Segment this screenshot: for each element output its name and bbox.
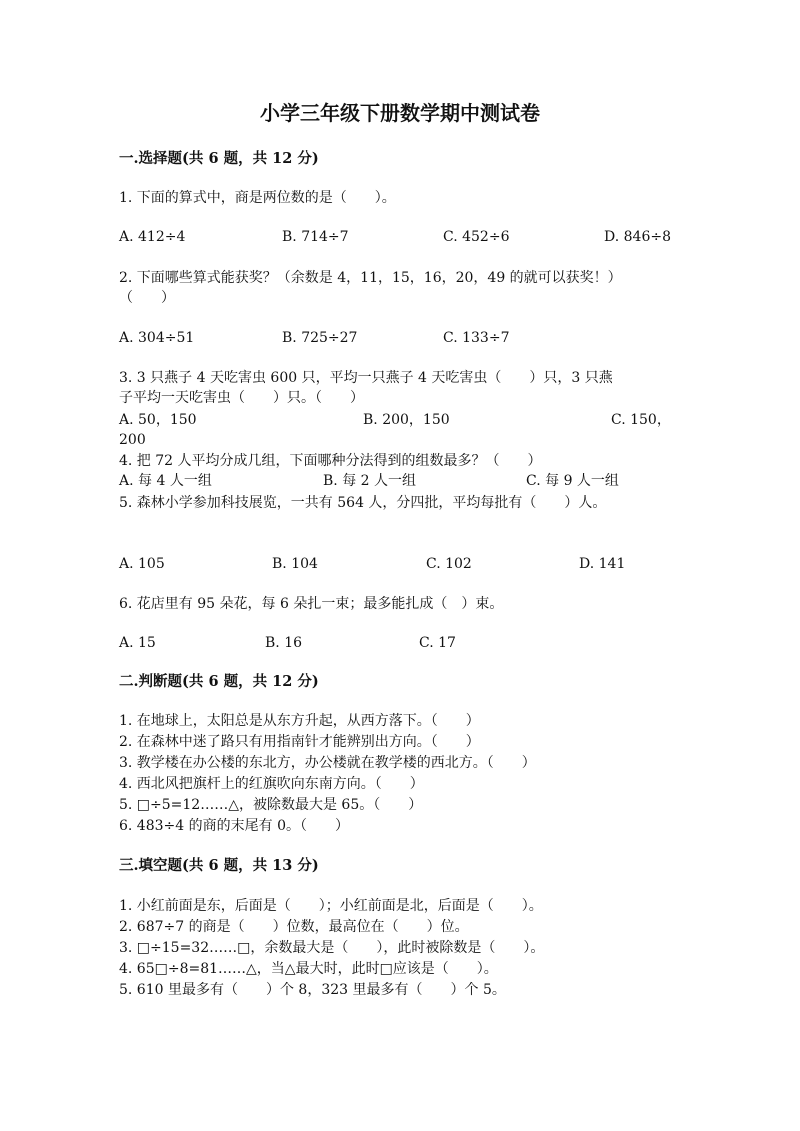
option-b: B. 16: [265, 635, 303, 651]
judgement-item: 3. 教学楼在办公楼的东北方，办公楼就在教学楼的西北方。（ ）: [119, 755, 536, 771]
judgement-item: 5. □÷5=12……△，被除数最大是 65。（ ）: [119, 797, 423, 813]
option-b: B. 每 2 人一组: [323, 473, 416, 489]
section-heading-choice: 一.选择题(共 6 题，共 12 分): [119, 150, 319, 167]
option-a: A. 15: [119, 635, 156, 651]
option-b: B. 725÷27: [282, 330, 358, 346]
option-a: A. 412÷4: [119, 229, 186, 245]
option-a: A. 105: [119, 556, 165, 572]
question-1: 1. 下面的算式中，商是两位数的是（ ）。: [119, 190, 396, 206]
fill-item: 3. □÷15=32……□，余数最大是（ ），此时被除数是（ ）。: [119, 940, 545, 956]
question-4: 4. 把 72 人平均分成几组，下面哪种分法得到的组数最多？（ ）: [119, 453, 542, 469]
judgement-item: 1. 在地球上，太阳总是从东方升起，从西方落下。（ ）: [119, 713, 480, 729]
option-a: A. 50，150: [119, 412, 197, 428]
judgement-item: 6. 483÷4 的商的末尾有 0。（ ）: [119, 818, 349, 834]
option-a: A. 304÷51: [119, 330, 195, 346]
question-2-line-2: （ ）: [119, 290, 175, 306]
option-d: D. 141: [579, 556, 626, 572]
fill-item: 1. 小红前面是东，后面是（ ）；小红前面是北，后面是（ ）。: [119, 898, 543, 914]
question-3-line-1: 3. 3 只燕子 4 天吃害虫 600 只，平均一只燕子 4 天吃害虫（ ）只，3 只燕: [119, 370, 613, 386]
judgement-item: 2. 在森林中迷了路只有用指南针才能辨别出方向。（ ）: [119, 734, 480, 750]
question-5: 5. 森林小学参加科技展览，一共有 564 人，分四批，平均每批有（ ）人。: [119, 495, 607, 511]
question-6: 6. 花店里有 95 朵花，每 6 朵扎一束；最多能扎成（ ）束。: [119, 596, 504, 612]
option-c-wrap: 200: [119, 432, 146, 448]
section-heading-fill-in: 三.填空题(共 6 题，共 13 分): [119, 857, 319, 874]
page-title: 小学三年级下册数学期中测试卷: [260, 101, 540, 125]
option-c: C. 102: [426, 556, 472, 572]
judgement-item: 4. 西北风把旗杆上的红旗吹向东南方向。（ ）: [119, 776, 424, 792]
option-a: A. 每 4 人一组: [119, 473, 212, 489]
fill-item: 2. 687÷7 的商是（ ）位数，最高位在（ ）位。: [119, 919, 469, 935]
section-heading-judgement: 二.判断题(共 6 题，共 12 分): [119, 673, 319, 690]
option-b: B. 104: [272, 556, 318, 572]
option-d: D. 846÷8: [604, 229, 671, 245]
fill-item: 4. 65□÷8=81……△，当△最大时，此时□应该是（ ）。: [119, 961, 498, 977]
option-b: B. 200，150: [363, 412, 450, 428]
question-3-line-2: 子平均一天吃害虫（ ）只。（ ）: [119, 390, 364, 406]
option-c: C. 每 9 人一组: [526, 473, 619, 489]
fill-item: 5. 610 里最多有（ ）个 8，323 里最多有（ ）个 5。: [119, 982, 506, 998]
option-c: C. 17: [419, 635, 456, 651]
question-2-line-1: 2. 下面哪些算式能获奖？（余数是 4，11，15，16，20，49 的就可以获奖！）: [119, 270, 622, 286]
option-b: B. 714÷7: [282, 229, 349, 245]
option-c: C. 133÷7: [443, 330, 510, 346]
option-c: C. 150，: [611, 412, 671, 428]
option-c: C. 452÷6: [443, 229, 510, 245]
